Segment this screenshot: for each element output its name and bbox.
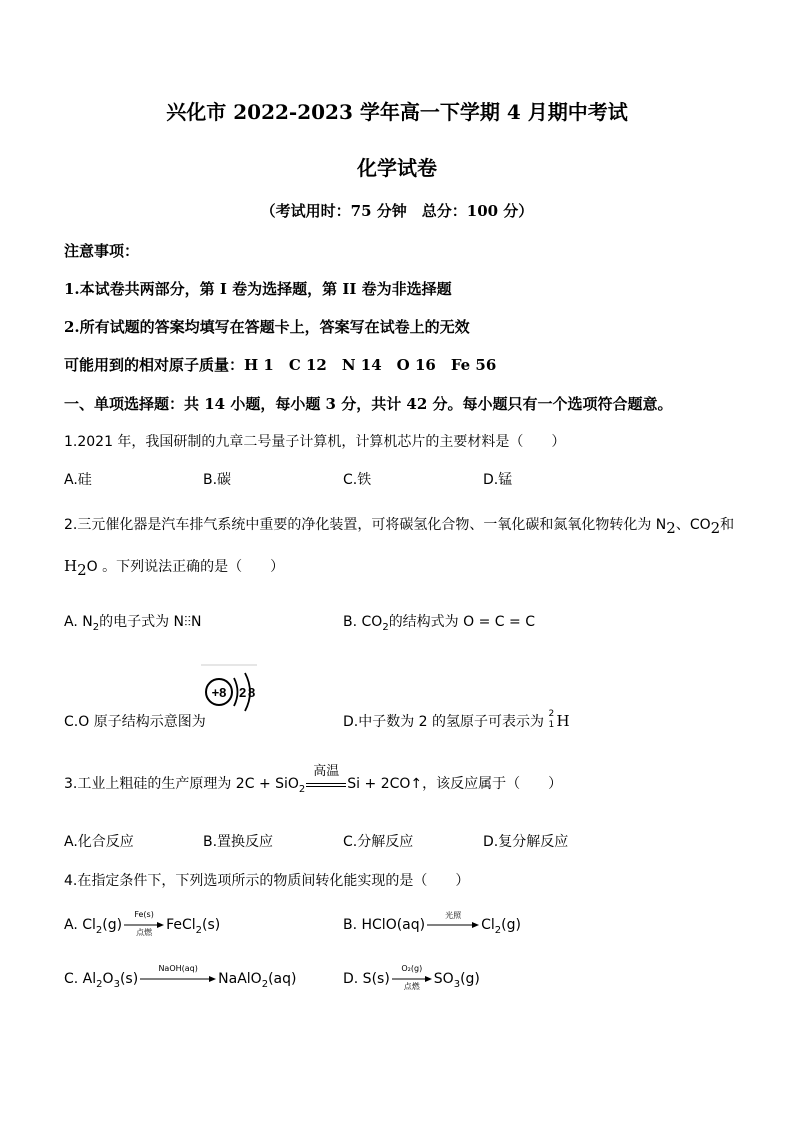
q3-option-c: C.分解反应: [343, 834, 414, 850]
q2-option-d: D.中子数为 2 的氢原子可表示为 2 1 H: [343, 709, 570, 730]
q2-stem-line2: $H_2O$ 。下列说法正确的是（ ）: [64, 557, 285, 579]
time-info: （考试用时：75 分钟 总分：100 分）: [260, 202, 534, 220]
shell-1-electrons: 2: [239, 685, 247, 700]
q4-option-c: C. $Al_2O_3(s)$ NaOH(aq) NaAlO$_2$(aq): [64, 964, 297, 990]
q2-option-b: B. $CO_2$的结构式为 O = C = C: [343, 614, 535, 633]
q3-option-b: B.置换反应: [203, 834, 274, 850]
notes-heading: 注意事项：: [64, 242, 140, 260]
shell-2-electrons: 8: [248, 685, 256, 700]
exam-title: 兴化市 2022-2023 学年高一下学期 4 月期中考试: [166, 100, 628, 124]
q1-option-a: A.硅: [64, 472, 92, 488]
reaction-arrow: O₂(g) 点燃: [392, 975, 432, 983]
reaction-arrow: 光照: [427, 921, 479, 929]
q1-option-c: C.铁: [343, 472, 372, 488]
q2-stem-line1: 2.三元催化器是汽车排气系统中重要的净化装置，可将碳氢化合物、一氧化碳和氮氧化物转化为 $N_2$、$CO_2$和: [64, 517, 735, 537]
q3-option-a: A.化合反应: [64, 834, 134, 850]
q3-option-d: D.复分解反应: [483, 834, 569, 850]
atomic-number: 1: [548, 720, 555, 730]
reaction-arrow: NaOH(aq): [140, 975, 216, 983]
section-heading: 一、单项选择题：共 14 小题，每小题 3 分，共计 42 分。每小题只有一个选项符合题意。: [64, 395, 673, 413]
q4-option-d: D. S(s) O₂(g) 点燃 $SO_3(g)$: [343, 964, 480, 991]
exam-subtitle: 化学试卷: [357, 156, 437, 180]
q4-option-b: B. HClO(aq) 光照 $Cl_2(g)$: [343, 911, 521, 936]
q1-option-d: D.锰: [483, 472, 513, 488]
q2-option-a: A. $N_2$的电子式为 N⫶⫶N: [64, 614, 202, 633]
q4-option-a: A. $Cl_2(g)$ Fe(s) 点燃 FeCl$_2$(s): [64, 910, 221, 937]
q1-stem: 1.2021 年，我国研制的九章二号量子计算机，计算机芯片的主要材料是（ ）: [64, 434, 566, 450]
notes-item-2: 2.所有试题的答案均填写在答题卡上，答案写在试卷上的无效: [64, 318, 470, 336]
nucleus-charge: +8: [211, 685, 227, 700]
atomic-mass-line: 可能用到的相对原子质量：H 1 C 12 N 14 O 16 Fe 56: [64, 356, 497, 374]
oxygen-atom-structure-diagram: [201, 664, 263, 720]
q4-stem: 4.在指定条件下，下列选项所示的物质间转化能实现的是（ ）: [64, 873, 470, 889]
mass-number: 2: [548, 709, 555, 719]
q1-option-b: B.碳: [203, 472, 232, 488]
notes-item-1: 1.本试卷共两部分，第 I 卷为选择题，第 II 卷为非选择题: [64, 280, 452, 298]
reaction-arrow: Fe(s) 点燃: [124, 921, 164, 929]
q2-option-c: C.O 原子结构示意图为: [64, 714, 206, 730]
reaction-condition: 高温: [313, 764, 340, 779]
q3-stem: 3.工业上粗硅的生产原理为 2C + SiO$_2$ 高温 Si + 2CO↑，该反应属于（ ）: [64, 764, 563, 795]
